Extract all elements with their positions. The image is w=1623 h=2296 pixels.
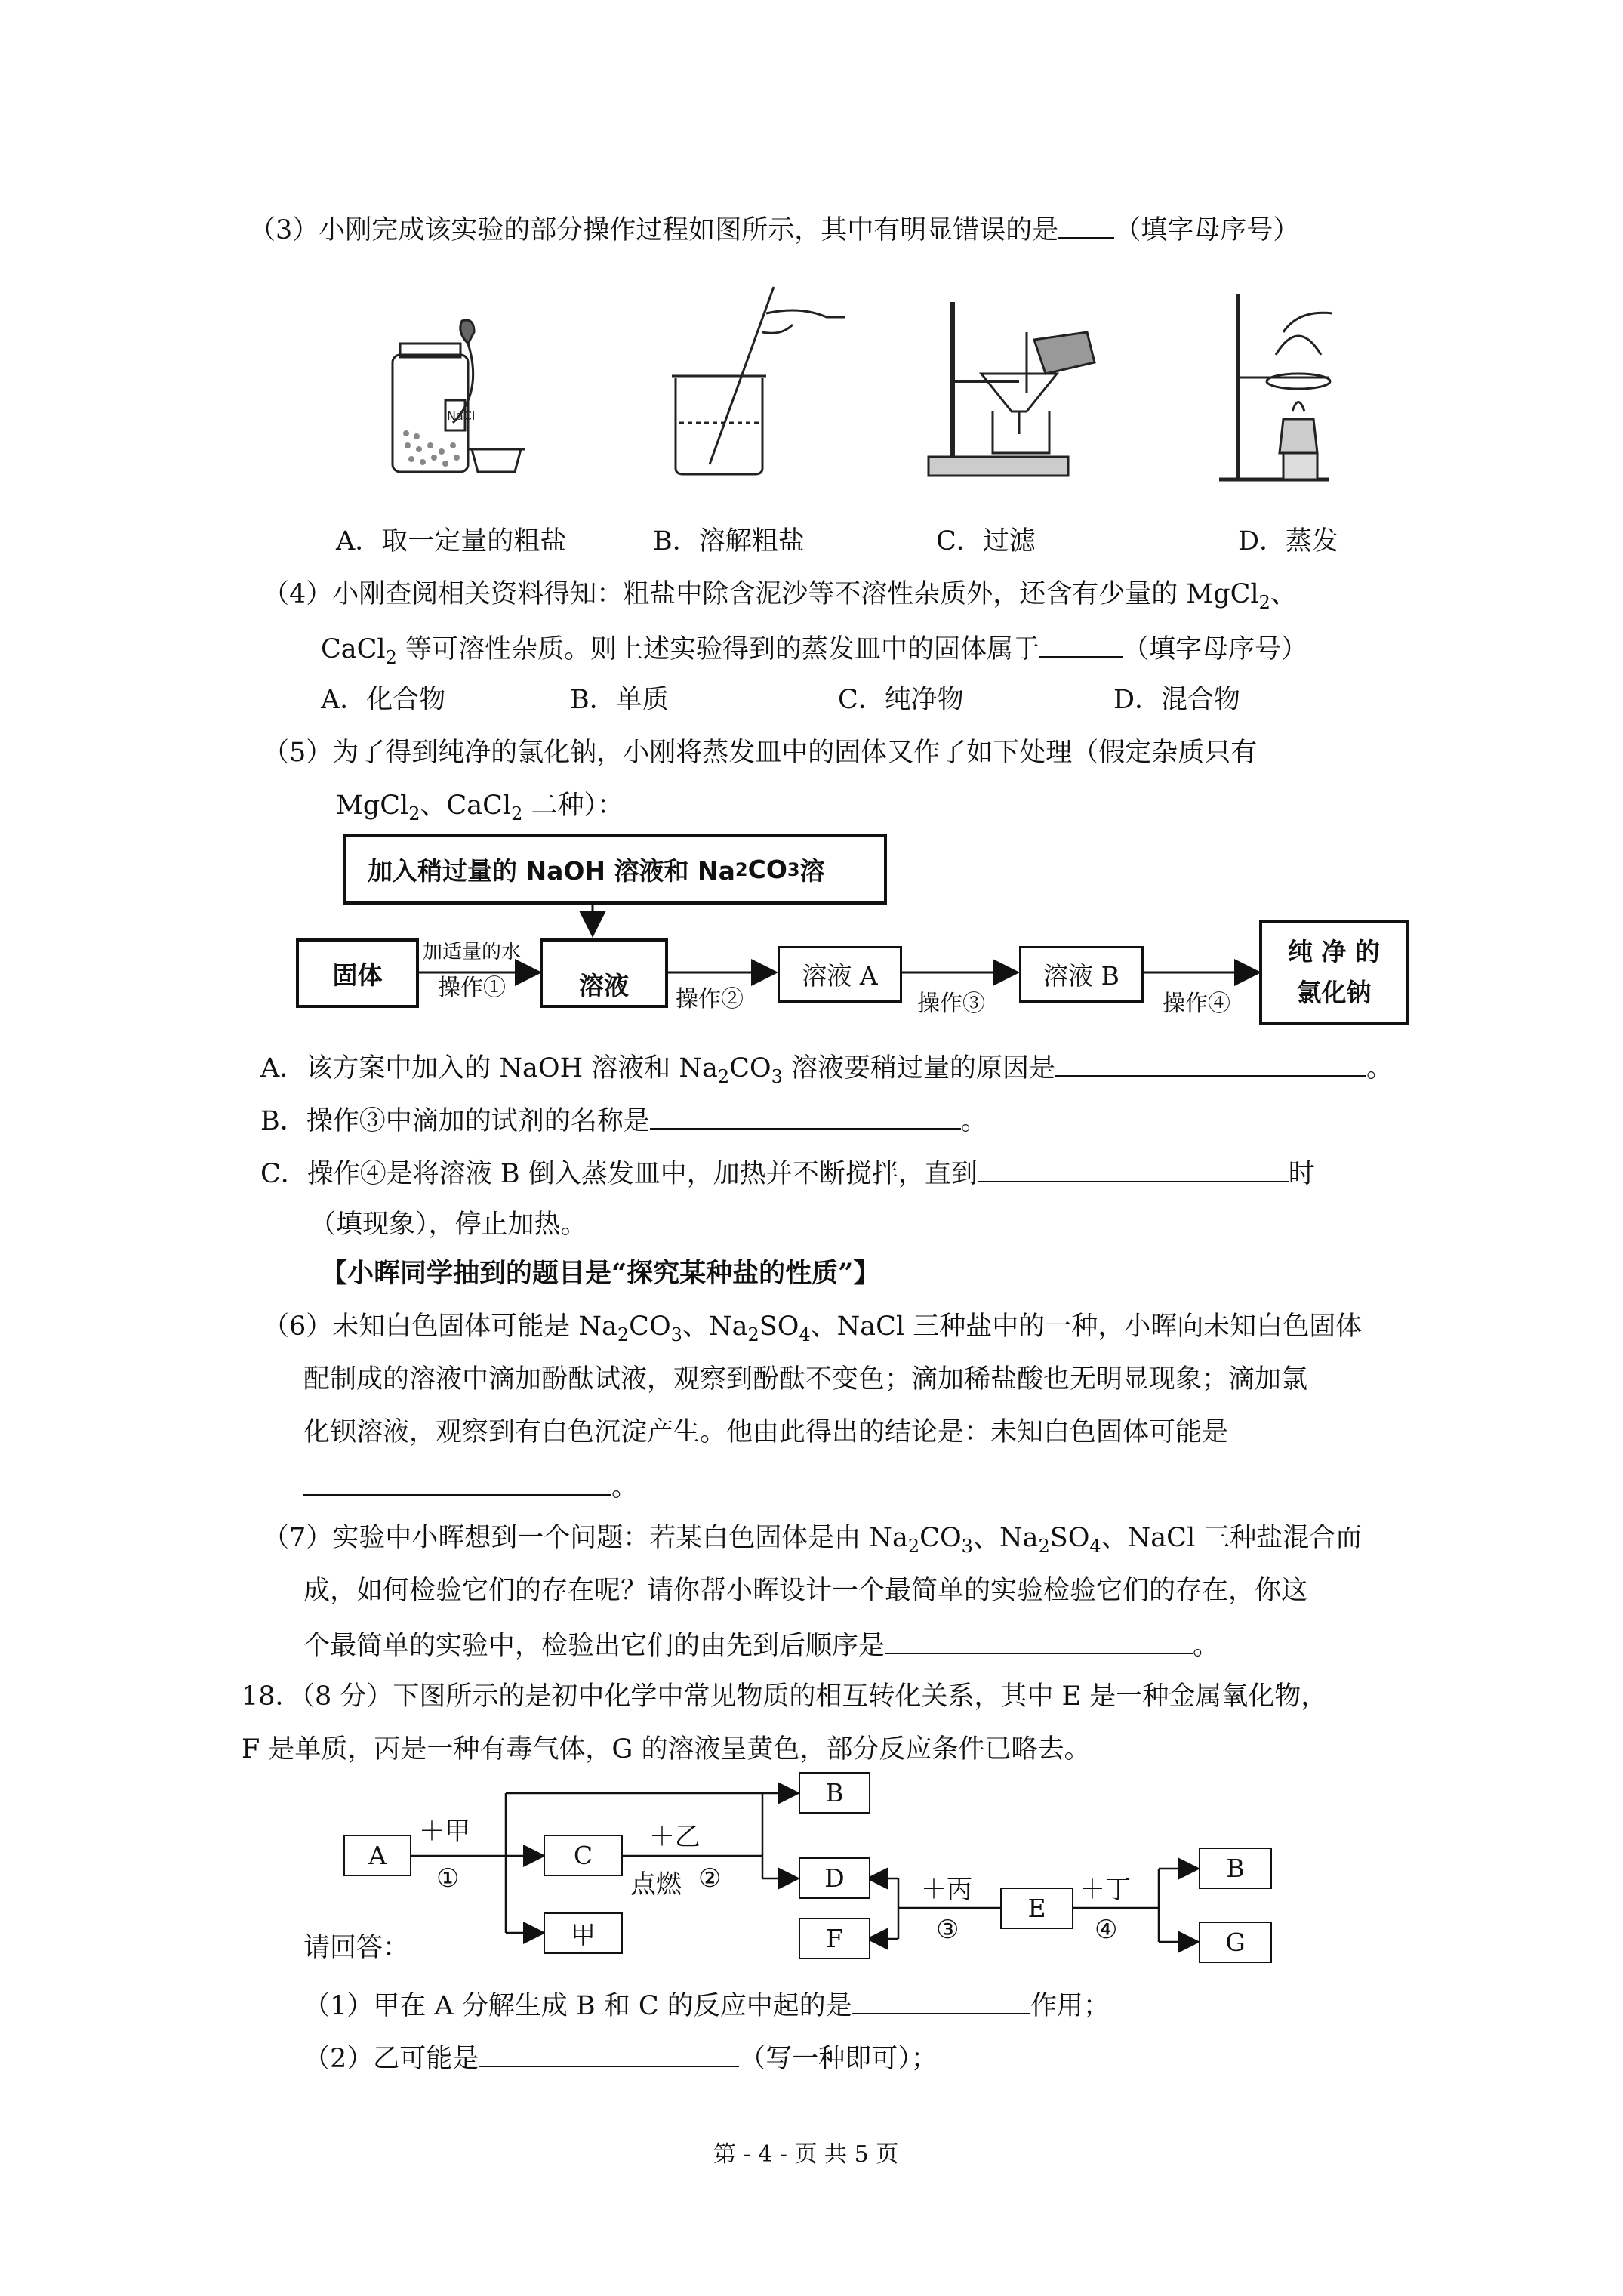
q4-line-1: （4）小刚查阅相关资料得知：粗盐中除含泥沙等不溶性杂质外，还含有少量的 MgCl$_2$、 <box>263 579 1297 613</box>
answer-blank[interactable] <box>885 1626 1193 1654</box>
answer-blank[interactable] <box>1058 210 1114 239</box>
flow-op1-label: 操作① <box>438 975 506 1001</box>
node-d: D <box>799 1857 870 1899</box>
flow-reagent-box: 加入稍过量的 NaOH 溶液和 Na 2 CO 3 溶 <box>343 834 887 905</box>
flow-solution-a-box: 溶液 A <box>778 946 902 1003</box>
q4-line-2: CaCl$_2$ 等可溶性杂质。则上述实验得到的蒸发皿中的固体属于 （填字母序号） <box>321 629 1307 667</box>
label-plus-ding: ＋丁 <box>1079 1875 1131 1905</box>
q7-line-1: （7）实验中小晖想到一个问题：若某白色固体是由 $Na_2CO_3$、$Na_2SO_4$、NaCl 三种盐混合而 <box>263 1523 1363 1557</box>
label-step-4: ④ <box>1095 1915 1118 1945</box>
node-f: F <box>799 1918 870 1959</box>
page-footer: 第 - 4 - 页 共 5 页 <box>713 2141 899 2168</box>
answer-blank[interactable] <box>303 1467 611 1496</box>
answer-blank[interactable] <box>479 2039 739 2067</box>
q5-line-1: （5）为了得到纯净的氯化钠，小刚将蒸发皿中的固体又作了如下处理（假定杂质只有 <box>263 738 1258 768</box>
q3-option-b: B．溶解粗盐 <box>653 526 805 556</box>
label-step-3: ③ <box>936 1915 959 1945</box>
node-b2: B <box>1199 1848 1272 1889</box>
q18-sub-2: （2）乙可能是 （写一种即可）； <box>303 2039 938 2077</box>
flow-op4-label: 操作④ <box>1163 991 1230 1017</box>
q6-line-2: 配制成的溶液中滴加酚酞试液，观察到酚酞不变色；滴加稀盐酸也无明显现象；滴加氯 <box>303 1364 1308 1395</box>
node-g: G <box>1199 1922 1272 1963</box>
node-jia: 甲 <box>544 1912 623 1954</box>
q5-question-a: A．该方案中加入的 NaOH 溶液和 $Na_2CO_3$ 溶液要稍过量的原因是 。 <box>260 1048 1393 1086</box>
q18-line-1: 18．（8 分）下图所示的是初中化学中常见物质的相互转化关系，其中 E 是一种金属氧化物， <box>242 1681 1328 1712</box>
q5-line-2: MgCl$_2$、CaCl$_2$ 二种）： <box>336 791 624 824</box>
label-step-1: ① <box>436 1863 460 1894</box>
q6-line-1: （6）未知白色固体可能是 $Na_2CO_3$、$Na_2SO_4$、NaCl 三种盐中的一种，小晖向未知白色固体 <box>263 1311 1363 1345</box>
label-plus-jia: ＋甲 <box>419 1817 470 1847</box>
flow-pure-nacl-box: 纯 净 的 氯化钠 <box>1259 920 1409 1025</box>
q5-question-c-line-2: （填现象），停止加热。 <box>310 1210 587 1240</box>
node-e: E <box>1000 1888 1073 1929</box>
answer-blank[interactable] <box>1039 629 1123 658</box>
answer-blank[interactable] <box>852 1986 1030 2014</box>
label-plus-yi: ＋乙 <box>649 1822 701 1852</box>
q18-sub-1: （1）甲在 A 分解生成 B 和 C 的反应中起的是 作用； <box>303 1986 1110 2024</box>
q3-option-c: C．过滤 <box>936 526 1036 556</box>
q3-option-a: A．取一定量的粗盐 <box>336 526 567 556</box>
flow-op3-label: 操作③ <box>917 991 985 1017</box>
label-step-2: ② <box>698 1863 722 1894</box>
q4-option-b: B．单质 <box>570 685 669 715</box>
answer-blank[interactable] <box>978 1154 1289 1182</box>
q6-line-3: 化钡溶液，观察到有白色沉淀产生。他由此得出的结论是：未知白色固体可能是 <box>303 1417 1229 1447</box>
label-plus-bing: ＋丙 <box>921 1875 972 1905</box>
flow-water-label: 加适量的水 <box>423 941 522 963</box>
node-a: A <box>343 1835 411 1876</box>
figure-a-jar <box>393 320 525 472</box>
flow-solid-box: 固体 <box>296 938 419 1008</box>
answer-blank[interactable] <box>1055 1048 1366 1077</box>
flow-op2-label: 操作② <box>676 986 744 1012</box>
label-ignite: 点燃 <box>630 1869 682 1900</box>
q5-question-b: B．操作③中滴加的试剂的名称是 。 <box>260 1101 987 1139</box>
nacl-jar-label: NaCl <box>447 408 476 423</box>
figure-c-filtration <box>929 302 1095 476</box>
flow-solution-box: 溶液 <box>540 938 668 1008</box>
flow-solution-b-box: 溶液 B <box>1019 946 1144 1003</box>
q18-line-2: F 是单质，丙是一种有毒气体，G 的溶液呈黄色，部分反应条件已略去。 <box>242 1734 1091 1764</box>
q4-option-d: D．混合物 <box>1113 685 1241 715</box>
node-b: B <box>799 1772 870 1814</box>
q4-option-a: A．化合物 <box>321 685 446 715</box>
q7-line-3: 个最简单的实验中，检验出它们的由先到后顺序是 。 <box>303 1626 1219 1664</box>
q5-question-c: C．操作④是将溶液 B 倒入蒸发皿中，加热并不断搅拌，直到 时 <box>260 1154 1315 1192</box>
q4-option-c: C．纯净物 <box>838 685 964 715</box>
q3-line: （3）小刚完成该实验的部分操作过程如图所示，其中有明显错误的是 （填字母序号） <box>249 210 1299 248</box>
q7-line-2: 成，如何检验它们的存在呢？请你帮小晖设计一个最简单的实验检验它们的存在，你这 <box>303 1576 1308 1606</box>
q6-answer-line: 。 <box>303 1467 638 1505</box>
answer-blank[interactable] <box>650 1101 961 1130</box>
figure-d-evaporation <box>1219 294 1332 479</box>
section-title: 【小晖同学抽到的题目是“探究某种盐的性质”】 <box>321 1258 880 1289</box>
figure-b-beaker <box>672 287 845 474</box>
q3-option-d: D．蒸发 <box>1238 526 1339 556</box>
answer-intro: 请回答： <box>303 1933 410 1963</box>
node-c: C <box>544 1835 623 1876</box>
